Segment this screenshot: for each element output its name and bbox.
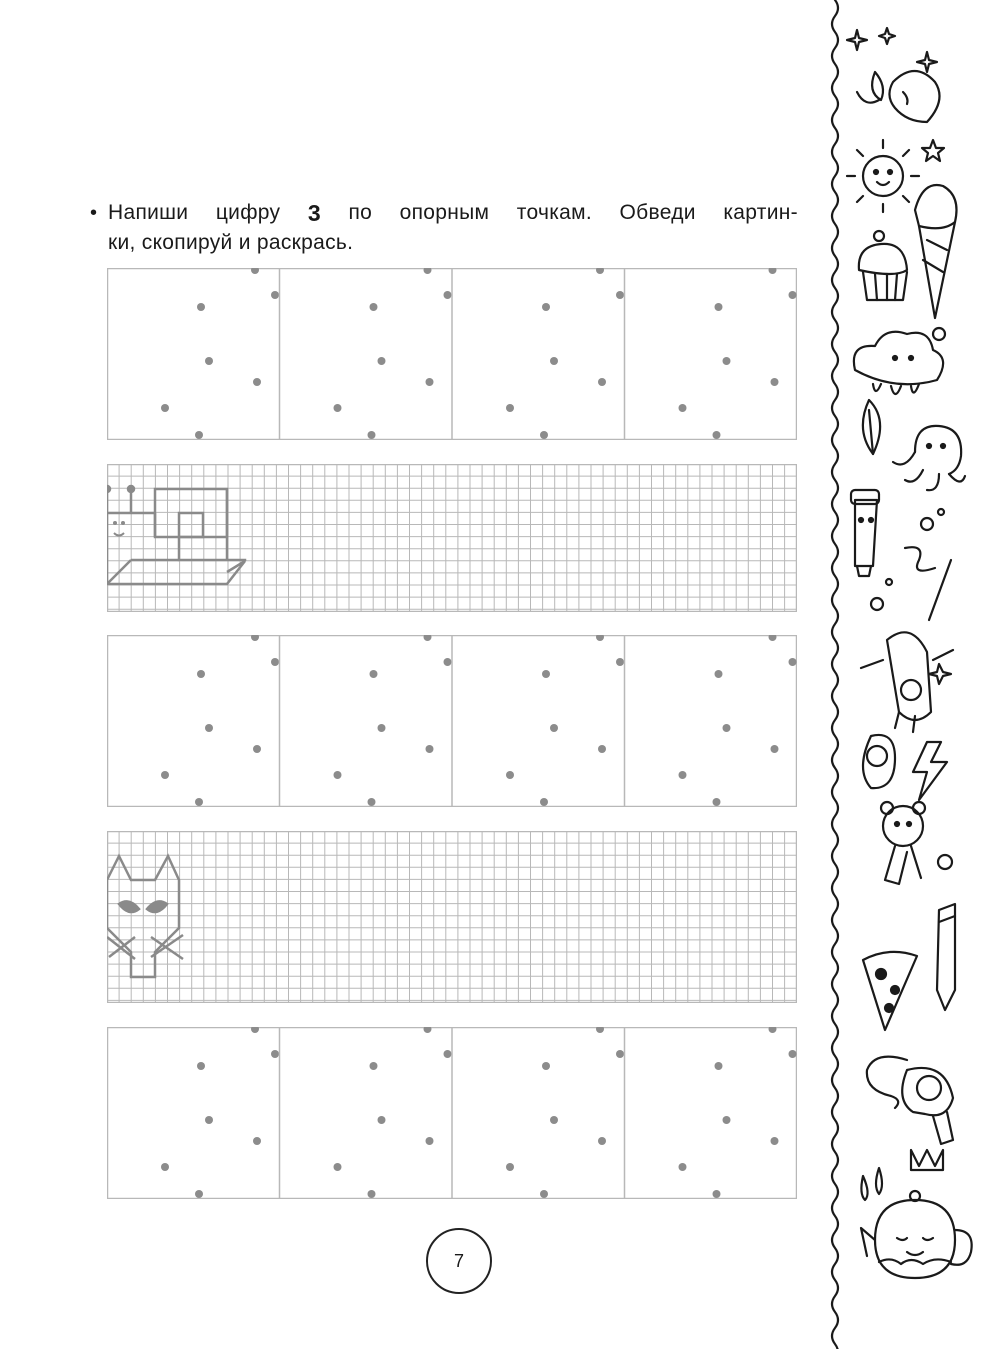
digit-practice-panel-1 [107, 268, 797, 440]
guide-dot [426, 1137, 434, 1145]
guide-dot [596, 1027, 604, 1033]
word: точкам. [516, 201, 593, 224]
guide-dot [769, 268, 777, 274]
guide-dot [251, 268, 259, 274]
guide-dot [769, 635, 777, 641]
digit-practice-panel-2 [107, 635, 797, 807]
guide-dot [253, 1137, 261, 1145]
pen-icon [937, 904, 955, 1010]
cloud-icon [854, 332, 943, 394]
guide-dot [789, 1050, 797, 1058]
guide-dot [540, 1190, 548, 1198]
word: Напиши [108, 201, 189, 224]
guide-dot [251, 1027, 259, 1033]
guide-dot [253, 378, 261, 386]
guide-dot [723, 1116, 731, 1124]
cupcake-icon [859, 231, 907, 300]
guide-dot [550, 357, 558, 365]
guide-dot [550, 1116, 558, 1124]
guide-dot [197, 670, 205, 678]
guide-dot [368, 431, 376, 439]
sun-icon [847, 140, 919, 212]
paint-tube-icon [851, 490, 944, 576]
guide-dot [715, 303, 723, 311]
guide-dot [197, 303, 205, 311]
octopus-icon [893, 426, 965, 490]
guide-dot [616, 291, 624, 299]
guide-dot [444, 658, 452, 666]
guide-dot [598, 1137, 606, 1145]
guide-dot [334, 771, 342, 779]
guide-dot [197, 1062, 205, 1070]
task-instruction [90, 198, 798, 258]
guide-dot [370, 1062, 378, 1070]
guide-dot [771, 378, 779, 386]
guide-dot [771, 1137, 779, 1145]
instruction-line-1 [108, 198, 798, 228]
lightning-icon [913, 742, 947, 800]
guide-dot [426, 378, 434, 386]
word: по [348, 201, 373, 224]
guide-dot [596, 268, 604, 274]
guide-dot [370, 303, 378, 311]
guide-dot [542, 303, 550, 311]
bear-icon [881, 802, 952, 884]
guide-dot [550, 724, 558, 732]
guide-dot [205, 357, 213, 365]
guide-dot [271, 291, 279, 299]
guide-dot [161, 404, 169, 412]
pizza-icon [863, 952, 917, 1030]
guide-dot [444, 1050, 452, 1058]
guide-dot [542, 670, 550, 678]
guide-dot [771, 745, 779, 753]
decorative-sidebar [815, 0, 1000, 1349]
guide-dot [424, 635, 432, 641]
word: опорным [399, 201, 490, 224]
guide-dot [598, 378, 606, 386]
word: Обведи [619, 201, 696, 224]
instruction-line-2: ки, скопируй и раскрась. [108, 231, 354, 254]
rocket-icon [861, 632, 953, 732]
guide-dot [378, 357, 386, 365]
guide-dot [424, 268, 432, 274]
guide-dot [715, 1062, 723, 1070]
beet-icon [857, 71, 940, 122]
guide-dot [161, 771, 169, 779]
sparkle-icon [847, 28, 937, 72]
guide-dot [713, 1190, 721, 1198]
guide-dot [251, 635, 259, 641]
guide-dot [769, 1027, 777, 1033]
guide-dot [506, 771, 514, 779]
word: цифру [215, 201, 281, 224]
drop-icon [861, 1168, 882, 1200]
cat-figure [107, 856, 183, 977]
wavy-border [832, 0, 838, 1349]
guide-dot [253, 745, 261, 753]
guide-dot [542, 1062, 550, 1070]
guide-dot [506, 1163, 514, 1171]
guide-dot [195, 798, 203, 806]
page-number: 7 [426, 1228, 492, 1294]
guide-dot [271, 1050, 279, 1058]
guide-dot [334, 404, 342, 412]
word: картин- [723, 201, 798, 224]
digit-practice-panel-3 [107, 1027, 797, 1199]
needle-icon [871, 547, 951, 620]
teapot-icon [861, 1191, 972, 1278]
guide-dot [540, 798, 548, 806]
guide-dot [424, 1027, 432, 1033]
guide-dot [789, 291, 797, 299]
guide-dot [713, 431, 721, 439]
guide-dot [616, 658, 624, 666]
lemon-icon [863, 735, 895, 788]
guide-dot [334, 1163, 342, 1171]
bullet: • [90, 202, 98, 224]
guide-dot [205, 1116, 213, 1124]
guide-dot [195, 1190, 203, 1198]
guide-dot [444, 291, 452, 299]
guide-dot [540, 431, 548, 439]
guide-dot [789, 658, 797, 666]
guide-dot [378, 724, 386, 732]
guide-dot [368, 798, 376, 806]
guide-dot [368, 1190, 376, 1198]
guide-dot [679, 771, 687, 779]
leaf-icon [863, 400, 880, 454]
guide-dot [426, 745, 434, 753]
copy-grid-cat [107, 831, 797, 1003]
guide-dot [723, 357, 731, 365]
guide-dot [723, 724, 731, 732]
guide-dot [679, 1163, 687, 1171]
guide-dot [506, 404, 514, 412]
guide-dot [378, 1116, 386, 1124]
crown-icon [911, 1150, 943, 1170]
guide-dot [195, 431, 203, 439]
guide-dot [161, 1163, 169, 1171]
guide-dot [713, 798, 721, 806]
hair-dryer-icon [867, 1057, 953, 1144]
star-icon [922, 140, 944, 161]
guide-dot [679, 404, 687, 412]
ice-cream-icon [915, 185, 957, 340]
guide-dot [715, 670, 723, 678]
digit-3: 3 [307, 200, 321, 226]
guide-dot [271, 658, 279, 666]
guide-dot [596, 635, 604, 641]
guide-dot [616, 1050, 624, 1058]
guide-dot [598, 745, 606, 753]
guide-dot [370, 670, 378, 678]
copy-grid-snail [107, 464, 797, 612]
guide-dot [205, 724, 213, 732]
